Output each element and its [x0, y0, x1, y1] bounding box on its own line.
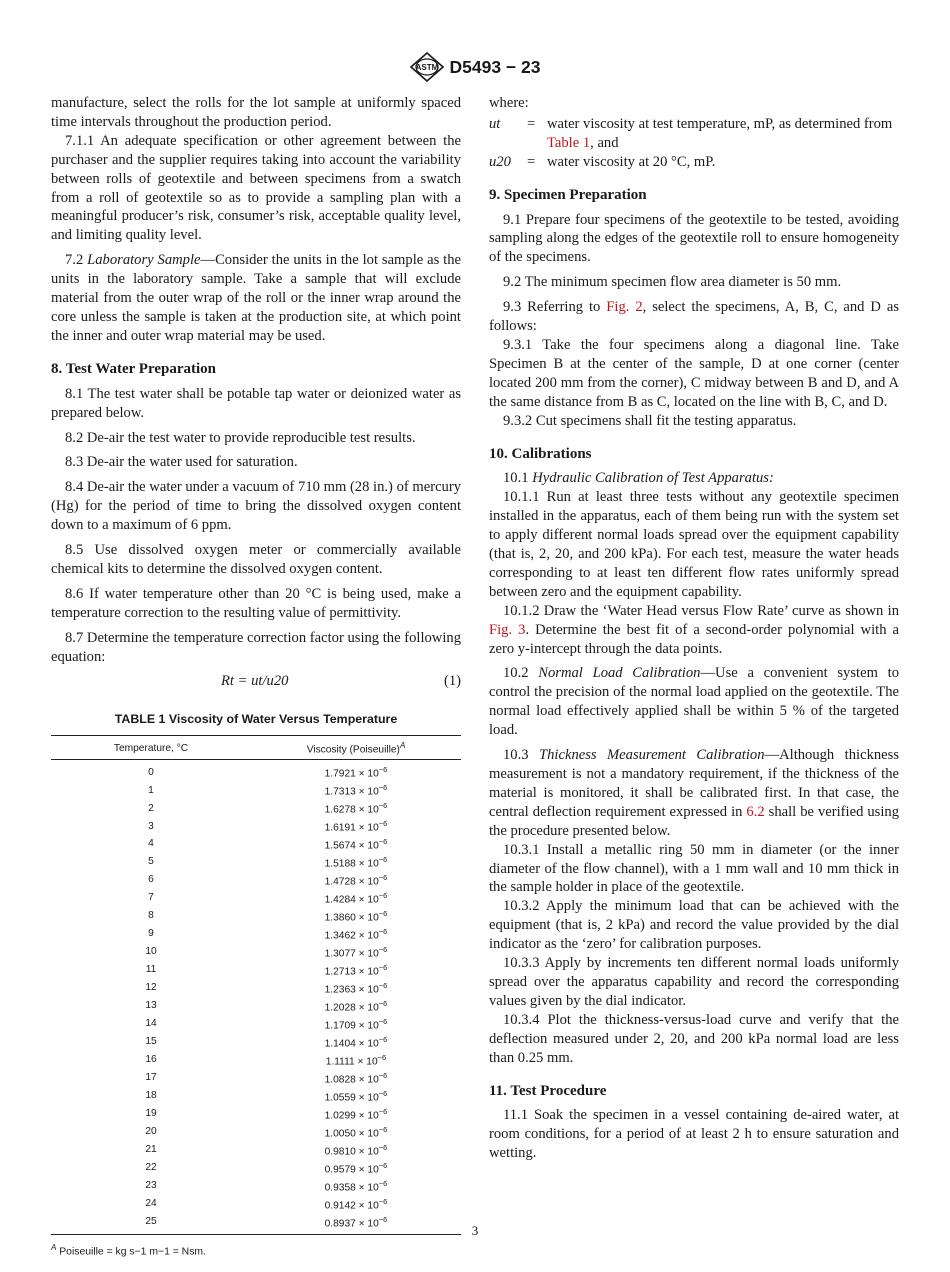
table-row	[51, 889, 461, 907]
viscosity-value: 0.9810	[324, 1146, 356, 1158]
where-row-ut	[489, 115, 899, 153]
viscosity-multiplier: × 10	[358, 912, 379, 924]
viscosity-value: 1.6191	[324, 822, 356, 834]
viscosity-multiplier: × 10	[358, 1110, 379, 1122]
paragraph-8-4: 8.4 De-air the water under a vacuum of 710 mm (28 in.) of mercury (Hg) for the period of time to bring the dissolved oxygen content down to a maximum of 6 ppm.	[51, 479, 461, 534]
temperature-cell: 13	[145, 1000, 157, 1012]
viscosity-value: 1.3462	[324, 930, 356, 942]
viscosity-value: 0.8937	[324, 1218, 356, 1230]
viscosity-cell	[251, 925, 461, 943]
temperature-cell: 7	[148, 892, 154, 904]
temperature-cell: 24	[145, 1198, 157, 1210]
paragraph-10-3-1: 10.3.1 Install a metallic ring 50 mm in diameter (or the inner diameter of the flow channel), with a 1 mm wall and 10 mm thick in the sample holder in place of the geotextile.	[489, 841, 899, 896]
viscosity-exponent: −6	[378, 945, 388, 955]
paragraph-9-3	[489, 298, 899, 336]
viscosity-exponent: −6	[378, 1161, 388, 1171]
viscosity-value: 1.1709	[324, 1020, 356, 1032]
viscosity-value: 1.2363	[324, 984, 356, 996]
viscosity-multiplier: × 10	[358, 1218, 379, 1230]
viscosity-multiplier: × 10	[358, 894, 379, 906]
viscosity-cell	[251, 853, 461, 871]
table-row	[51, 961, 461, 979]
paragraph-10-1	[489, 469, 899, 488]
paragraph-10-2-text: —Use a convenient system to control the precision of the normal load applied on the geotextile. The normal load effectively applied shall be within 5 % of the targeted load.	[489, 665, 899, 739]
paragraph-8-5: 8.5 Use dissolved oxygen meter or commercially available chemical kits to determine the dissolved oxygen content.	[51, 542, 461, 577]
viscosity-value: 1.0828	[324, 1074, 356, 1086]
paragraph-9-2: 9.2 The minimum specimen flow area diameter is 50 mm.	[503, 274, 842, 291]
paragraph-10-3-2: 10.3.2 Apply the minimum load that can be achieved with the equipment (that is, 2 kPa) and record the value provided by the dial indicator as the ‘zero’ for calibration purposes.	[489, 898, 899, 953]
paragraph-intro: manufacture, select the rolls for the lot sample at uniformly spaced time intervals throughout the production period.	[51, 95, 461, 130]
right-column	[489, 94, 899, 1163]
table-row	[51, 760, 461, 781]
table-header-temperature: Temperature, °C	[51, 736, 251, 760]
temperature-cell: 18	[145, 1090, 157, 1102]
table-row	[51, 997, 461, 1015]
viscosity-exponent: −6	[378, 765, 388, 775]
viscosity-exponent: −6	[378, 1143, 388, 1153]
paragraph-10-1-num: 10.1	[503, 470, 529, 487]
section-11-heading: 11. Test Procedure	[489, 1082, 607, 1099]
table-row	[51, 1105, 461, 1123]
temperature-cell: 22	[145, 1162, 157, 1174]
viscosity-cell	[251, 889, 461, 907]
viscosity-value: 1.0299	[324, 1110, 356, 1122]
viscosity-exponent: −6	[377, 1053, 387, 1063]
table-row	[51, 1177, 461, 1195]
viscosity-exponent: −6	[378, 1125, 388, 1135]
viscosity-cell	[251, 907, 461, 925]
paragraph-10-1-2-b: . Determine the best fit of a second-order polynomial with a zero y-intercept through the data points.	[489, 621, 899, 657]
viscosity-value: 1.4728	[324, 876, 356, 888]
paragraph-10-1-1: 10.1.1 Run at least three tests without any geotextile specimen installed in the apparatus, each of them being run with the system set to apply different normal loads spread over the equipment capability (that is, 2, 20, and 200 kPa). For each test, measure the water heads corresponding to at least ten different flow rates uniformly spread between zero and the equipment capability.	[489, 489, 899, 600]
table-row	[51, 1033, 461, 1051]
viscosity-value: 1.7313	[324, 786, 356, 798]
viscosity-multiplier: × 10	[358, 1146, 379, 1158]
viscosity-exponent: −6	[378, 1179, 388, 1188]
paragraph-8-1: 8.1 The test water shall be potable tap water or deionized water as prepared below.	[51, 385, 461, 421]
viscosity-cell	[251, 1159, 461, 1177]
paragraph-10-2-title: Normal Load Calibration	[538, 665, 701, 682]
section-8-heading: 8. Test Water Preparation	[51, 360, 216, 377]
viscosity-cell	[251, 997, 461, 1015]
table-row	[51, 1069, 461, 1087]
paragraph-10-3-4: 10.3.4 Plot the thickness-versus-load curve and verify that the deflection measured under 2, 20, and 200 kPa normal load are less than 0.25 mm.	[489, 1011, 899, 1066]
viscosity-multiplier: × 10	[358, 1020, 379, 1032]
viscosity-exponent: −6	[378, 819, 388, 829]
temperature-cell: 5	[148, 856, 154, 868]
paragraph-10-1-2	[489, 602, 899, 659]
paragraph-7-2-num: 7.2	[65, 252, 84, 269]
fig-2-link[interactable]: Fig. 2	[606, 299, 643, 316]
viscosity-cell	[251, 943, 461, 961]
left-column	[51, 94, 461, 1262]
viscosity-multiplier: × 10	[358, 948, 379, 960]
where-label: where:	[489, 95, 529, 111]
table-row	[51, 907, 461, 925]
table-row	[51, 853, 461, 871]
temperature-cell: 10	[145, 946, 157, 958]
viscosity-exponent: −6	[378, 927, 388, 937]
viscosity-cell	[251, 1123, 461, 1141]
paragraph-10-3-num: 10.3	[503, 747, 529, 764]
paragraph-9-3-b: , select the specimens, A, B, C, and D as follows:	[489, 299, 900, 335]
table-1-link[interactable]: Table 1	[547, 134, 591, 151]
viscosity-cell	[251, 781, 461, 799]
paragraph-10-3-3: 10.3.3 Apply by increments ten different normal loads uniformly spread over the apparatus capability and record the corresponding values given by the dial indicator.	[489, 955, 899, 1009]
viscosity-exponent: −6	[378, 783, 388, 793]
viscosity-exponent: −6	[378, 1214, 388, 1224]
viscosity-multiplier: × 10	[358, 768, 379, 780]
temperature-cell: 0	[148, 766, 154, 778]
temperature-cell: 19	[145, 1108, 157, 1120]
section-10-heading: 10. Calibrations	[489, 445, 592, 462]
viscosity-value: 1.0559	[324, 1092, 356, 1104]
viscosity-multiplier: × 10	[358, 1074, 379, 1086]
viscosity-exponent: −6	[378, 1017, 388, 1027]
viscosity-multiplier: × 10	[358, 1038, 379, 1050]
equation-1	[51, 672, 461, 692]
viscosity-exponent: −6	[378, 1035, 388, 1045]
temperature-cell: 23	[145, 1180, 157, 1192]
table-row	[51, 799, 461, 817]
viscosity-multiplier: × 10	[358, 1128, 379, 1140]
viscosity-exponent: −6	[378, 999, 388, 1009]
paragraph-8-2: 8.2 De-air the test water to provide reproducible test results.	[65, 429, 416, 446]
astm-logo-text: ASTM	[415, 63, 438, 72]
symbol-ut: ut	[489, 115, 501, 132]
table-row	[51, 1051, 461, 1069]
viscosity-value: 0.9579	[324, 1164, 356, 1176]
paragraph-7-2-text: —Consider the units in the lot sample as the units in the laboratory sample. Take a sample that will exclude material from the outer wrap of the roll or the inner wrap around the core unless the sample is taken at the production site, at which point the inner and outer wrap material may be used.	[51, 252, 461, 344]
page-header	[0, 52, 950, 82]
viscosity-cell	[251, 1069, 461, 1087]
document-id: D5493 − 23	[449, 56, 541, 77]
table-row	[51, 1159, 461, 1177]
paragraph-9-3-a: 9.3 Referring to	[503, 299, 607, 316]
table-row	[51, 1087, 461, 1105]
viscosity-value: 1.3860	[324, 912, 356, 924]
table-row	[51, 925, 461, 943]
viscosity-value: 1.5674	[324, 840, 356, 852]
temperature-cell: 25	[51, 1213, 251, 1234]
viscosity-cell	[251, 835, 461, 853]
temperature-cell: 6	[148, 874, 154, 886]
table-1-footnote	[51, 1239, 461, 1262]
viscosity-exponent: −6	[378, 873, 388, 883]
temperature-cell: 12	[145, 982, 157, 994]
temperature-cell: 9	[148, 928, 154, 940]
viscosity-value: 1.1404	[324, 1038, 356, 1050]
viscosity-cell	[251, 1105, 461, 1123]
temperature-cell: 21	[145, 1144, 157, 1156]
equation-formula: Rt = ut/u20	[221, 673, 289, 690]
table-row	[51, 1015, 461, 1033]
temperature-cell: 2	[148, 802, 154, 814]
paragraph-10-1-2-a: 10.1.2 Draw the ‘Water Head versus Flow Rate’ curve as shown in	[503, 602, 899, 619]
temperature-cell: 11	[145, 964, 157, 976]
paragraph-8-6: 8.6 If water temperature other than 20 °C is being used, make a temperature correction to the resulting value of permittivity.	[51, 585, 461, 621]
viscosity-multiplier: × 10	[358, 1182, 379, 1194]
table-row	[51, 943, 461, 961]
viscosity-value: 0.9358	[324, 1182, 356, 1194]
symbol-u20: u20	[489, 153, 511, 170]
viscosity-value: 1.2028	[324, 1002, 356, 1014]
table-row	[51, 835, 461, 853]
table-row	[51, 979, 461, 997]
viscosity-cell	[251, 1177, 461, 1195]
viscosity-exponent: −6	[378, 801, 388, 811]
viscosity-multiplier: × 10	[358, 1200, 379, 1212]
viscosity-cell	[251, 1015, 461, 1033]
equals-sign: =	[527, 153, 536, 170]
viscosity-exponent: −6	[378, 891, 388, 901]
equation-number: (1)	[443, 673, 461, 690]
viscosity-exponent: −6	[378, 963, 388, 973]
viscosity-value: 1.6278	[324, 804, 356, 816]
section-6-2-link[interactable]: 6.2	[746, 803, 765, 820]
viscosity-value: 1.7921	[324, 768, 356, 780]
viscosity-multiplier: × 10	[358, 1164, 379, 1176]
viscosity-value: 1.1111	[325, 1056, 355, 1068]
viscosity-multiplier: × 10	[358, 876, 379, 888]
paragraph-8-7: 8.7 Determine the temperature correction factor using the following equation:	[51, 629, 461, 665]
paragraph-10-2-num: 10.2	[503, 665, 529, 682]
paragraph-7-2-title: Laboratory Sample	[87, 252, 201, 269]
viscosity-multiplier: × 10	[358, 840, 379, 852]
footnote-mark: A	[51, 1242, 57, 1252]
viscosity-exponent: −6	[378, 1089, 388, 1099]
temperature-cell: 8	[148, 910, 154, 922]
viscosity-cell	[251, 871, 461, 889]
table-row	[51, 817, 461, 835]
temperature-cell: 17	[145, 1072, 157, 1084]
viscosity-value: 0.9142	[324, 1200, 356, 1212]
viscosity-exponent: −6	[378, 909, 388, 919]
table-row	[51, 1195, 461, 1213]
table-header-viscosity-label: Viscosity (Poiseuille)	[306, 744, 400, 756]
viscosity-exponent: −6	[378, 1107, 388, 1117]
definition-u20: water viscosity at 20 °C, mP.	[547, 153, 716, 170]
table-body	[51, 760, 461, 1235]
viscosity-exponent: −6	[378, 837, 388, 847]
viscosity-value: 1.5188	[324, 858, 356, 870]
viscosity-exponent: −6	[378, 981, 388, 991]
table-row	[51, 1141, 461, 1159]
viscosity-cell	[251, 1141, 461, 1159]
viscosity-exponent: −6	[378, 855, 388, 865]
table-1-title: TABLE 1 Viscosity of Water Versus Temperature	[114, 712, 398, 727]
page-number: 3	[471, 1223, 479, 1238]
table-header-footnote-mark: A	[399, 741, 406, 751]
fig-3-link[interactable]: Fig. 3	[489, 621, 526, 638]
footnote-text: Poiseuille = kg s−1 m−1 = Nsm.	[59, 1246, 206, 1258]
viscosity-cell	[251, 1195, 461, 1213]
paragraph-9-1: 9.1 Prepare four specimens of the geotextile to be tested, avoiding sampling along the edges of the geotextile roll to ensure homogeneity of the specimens.	[489, 211, 899, 266]
definition-ut-b: , and	[590, 134, 619, 151]
equals-sign: =	[527, 115, 536, 132]
viscosity-cell	[251, 760, 461, 781]
viscosity-cell	[251, 817, 461, 835]
paragraph-11-1: 11.1 Soak the specimen in a vessel containing de-aired water, at room conditions, for a period of at least 2 h to ensure saturation and wetting.	[489, 1107, 899, 1162]
viscosity-exponent: −6	[378, 1196, 388, 1206]
paragraph-10-3-b: shall be verified using the procedure presented below.	[489, 803, 899, 839]
viscosity-cell	[251, 1051, 461, 1069]
temperature-cell: 16	[145, 1054, 157, 1066]
viscosity-cell	[251, 961, 461, 979]
viscosity-multiplier: × 10	[358, 930, 379, 942]
viscosity-multiplier: × 10	[358, 786, 379, 798]
viscosity-multiplier: × 10	[358, 1092, 379, 1104]
paragraph-9-3-1: 9.3.1 Take the four specimens along a diagonal line. Take Specimen B at the center of the sample, D at one corner (center located 200 mm from the corner), C midway between B and D, and A the same distance from B as C, located on the line with B, C, and D.	[489, 336, 899, 410]
viscosity-multiplier: × 10	[358, 804, 379, 816]
paragraph-9-3-2: 9.3.2 Cut specimens shall fit the testing apparatus.	[503, 412, 797, 429]
paragraph-7-2	[51, 251, 461, 346]
paragraph-8-3: 8.3 De-air the water used for saturation.	[65, 454, 298, 471]
viscosity-value: 1.3077	[324, 948, 356, 960]
paragraph-10-2	[489, 664, 899, 740]
temperature-cell: 1	[148, 784, 154, 796]
paragraph-10-3-title: Thickness Measurement Calibration	[539, 747, 765, 764]
viscosity-multiplier: × 10	[358, 966, 379, 978]
viscosity-value: 1.4284	[324, 894, 356, 906]
paragraph-7-1-1: 7.1.1 An adequate specification or other agreement between the purchaser and the supplier requires taking into account the variability between rolls of geotextile and between specimens from a swatch from a roll of geotextile so as to provide a sampling plan with a meaningful producer’s risk, consumer’s risk, acceptable quality level, and limiting quality level.	[51, 132, 461, 244]
temperature-cell: 3	[148, 820, 154, 832]
astm-logo-icon	[410, 52, 444, 82]
viscosity-cell	[251, 799, 461, 817]
temperature-cell: 14	[145, 1018, 157, 1030]
definition-ut-a: water viscosity at test temperature, mP, as determined from	[547, 115, 893, 132]
table-row	[51, 1123, 461, 1141]
where-row-u20	[489, 153, 899, 172]
section-9-heading: 9. Specimen Preparation	[489, 186, 647, 203]
viscosity-multiplier: × 10	[358, 984, 379, 996]
definition-ut	[547, 115, 899, 153]
viscosity-multiplier: × 10	[358, 822, 379, 834]
viscosity-multiplier: × 10	[358, 858, 379, 870]
temperature-cell: 20	[145, 1126, 157, 1138]
viscosity-exponent: −6	[378, 1071, 388, 1081]
viscosity-cell	[251, 1087, 461, 1105]
paragraph-10-3-a: —Although thickness measurement is not a mandatory requirement, if the thickness of the material is monitored, it shall be calibrated first. In that case, the central deflection requirement expressed in	[489, 747, 899, 820]
table-header-viscosity	[251, 736, 461, 760]
viscosity-value: 1.2713	[324, 966, 356, 978]
paragraph-10-1-title: Hydraulic Calibration of Test Apparatus:	[532, 470, 774, 487]
viscosity-cell	[251, 1033, 461, 1051]
viscosity-table	[51, 735, 461, 1235]
temperature-cell: 4	[148, 838, 154, 850]
viscosity-multiplier: × 10	[358, 1002, 379, 1014]
table-row	[51, 871, 461, 889]
paragraph-10-3	[489, 746, 899, 841]
table-row	[51, 781, 461, 799]
temperature-cell: 15	[145, 1036, 157, 1048]
viscosity-multiplier: × 10	[357, 1056, 378, 1068]
viscosity-cell	[251, 979, 461, 997]
viscosity-value: 1.0050	[324, 1128, 356, 1140]
